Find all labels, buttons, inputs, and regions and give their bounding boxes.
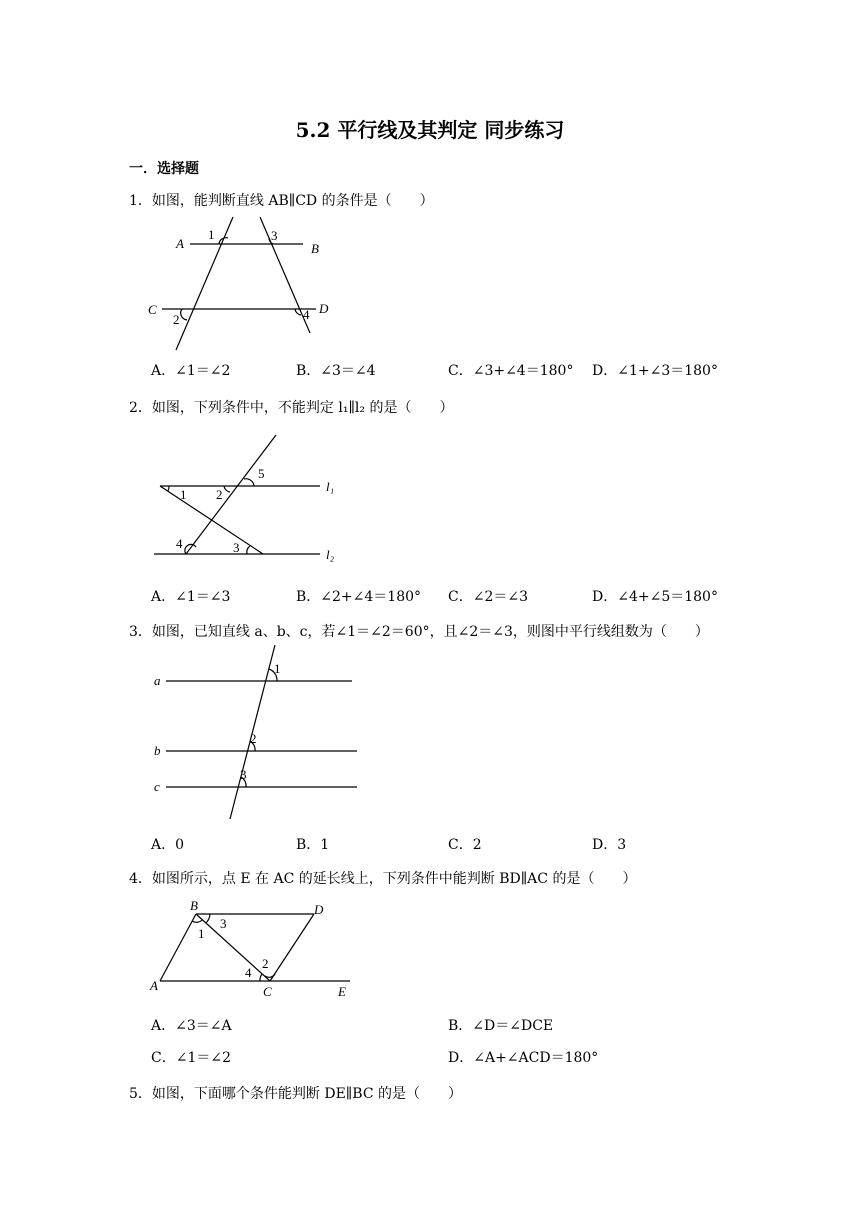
q3-option-a[interactable]: A．0 xyxy=(151,837,185,853)
label-point-e: E xyxy=(338,984,346,999)
label-angle-4: 4 xyxy=(303,307,310,322)
q1-option-c[interactable]: C．∠3+∠4＝180° xyxy=(448,363,574,379)
q4-option-b[interactable]: B．∠D＝∠DCE xyxy=(448,1018,554,1034)
label-angle-3: 3 xyxy=(240,767,247,782)
angle-arc-2 xyxy=(181,309,187,320)
q1-option-a[interactable]: A．∠1＝∠2 xyxy=(151,363,231,379)
label-line-c: c xyxy=(154,779,160,794)
label-angle-2: 2 xyxy=(250,731,257,746)
label-angle-1: 1 xyxy=(208,227,215,242)
q4-option-a[interactable]: A．∠3＝∠A xyxy=(151,1018,232,1034)
label-line-b: b xyxy=(154,743,161,758)
label-point-d: D xyxy=(314,902,324,917)
q2-option-d[interactable]: D．∠4+∠5＝180° xyxy=(592,589,718,605)
segment-bc xyxy=(196,914,270,981)
segment-ab xyxy=(160,914,196,981)
label-angle-3: 3 xyxy=(271,228,278,243)
question-3-stem: 3．如图，已知直线 a、b、c，若∠1＝∠2＝60°，且∠2＝∠3，则图中平行线组数为（ ） xyxy=(129,624,709,640)
angle-arc-1 xyxy=(219,238,228,244)
label-line-a: a xyxy=(154,673,161,688)
q2-option-c[interactable]: C．∠2＝∠3 xyxy=(448,589,528,605)
angle-arc-5 xyxy=(244,479,254,486)
label-point-c: C xyxy=(263,984,272,999)
label-point-b: B xyxy=(311,241,319,256)
angle-arc-4 xyxy=(260,974,262,981)
label-point-a: A xyxy=(176,236,184,251)
label-angle-3: 3 xyxy=(220,916,227,931)
question-4-figure xyxy=(144,896,364,1006)
angle-arc-1 xyxy=(168,486,169,491)
label-point-d: D xyxy=(319,301,329,316)
page-title: 5.2 平行线及其判定 同步练习 xyxy=(295,118,565,142)
angle-arc-3 xyxy=(247,546,250,554)
label-angle-4: 4 xyxy=(245,965,252,980)
question-2-stem: 2．如图，下列条件中，不能判定 l₁∥l₂ 的是（ ） xyxy=(129,400,454,416)
angle-arc-2 xyxy=(224,486,230,492)
label-line-l2: l₂ xyxy=(326,547,335,562)
label-angle-2: 2 xyxy=(173,312,180,327)
label-angle-5: 5 xyxy=(258,466,265,481)
segment-cd xyxy=(270,914,314,981)
label-point-a: A xyxy=(150,978,158,993)
q4-option-c[interactable]: C．∠1＝∠2 xyxy=(151,1050,231,1066)
transversal-left xyxy=(176,217,233,350)
question-1-stem: 1．如图，能判断直线 AB∥CD 的条件是（ ） xyxy=(129,193,434,209)
label-point-c: C xyxy=(148,302,157,317)
label-angle-1: 1 xyxy=(274,661,281,676)
angle-arc-2 xyxy=(265,974,275,977)
q1-option-b[interactable]: B．∠3＝∠4 xyxy=(296,363,376,379)
angle-arc-1 xyxy=(192,920,202,922)
q2-option-b[interactable]: B．∠2+∠4＝180° xyxy=(296,589,422,605)
label-angle-1: 1 xyxy=(180,487,187,502)
q3-option-d[interactable]: D．3 xyxy=(592,837,627,853)
transversal-steep xyxy=(186,435,276,554)
section-heading: 一．选择题 xyxy=(129,161,199,177)
label-point-b: B xyxy=(190,898,198,913)
question-3-figure xyxy=(150,643,370,823)
label-angle-3: 3 xyxy=(233,540,240,555)
label-angle-2: 2 xyxy=(216,487,223,502)
question-5-stem: 5．如图，下面哪个条件能判断 DE∥BC 的是（ ） xyxy=(129,1086,462,1102)
q3-option-b[interactable]: B．1 xyxy=(296,837,330,853)
label-angle-2: 2 xyxy=(262,956,269,971)
label-angle-1: 1 xyxy=(198,926,205,941)
question-1-figure xyxy=(140,215,340,355)
q1-option-d[interactable]: D．∠1+∠3＝180° xyxy=(592,363,718,379)
q2-option-a[interactable]: A．∠1＝∠3 xyxy=(151,589,231,605)
question-2-figure xyxy=(150,430,370,570)
label-angle-4: 4 xyxy=(176,536,183,551)
q3-option-c[interactable]: C．2 xyxy=(448,837,482,853)
q4-option-d[interactable]: D．∠A+∠ACD＝180° xyxy=(448,1050,599,1066)
angle-arc-3 xyxy=(206,914,210,923)
label-line-l1: l₁ xyxy=(326,479,335,494)
question-4-stem: 4．如图所示，点 E 在 AC 的延长线上，下列条件中能判断 BD∥AC 的是（ ） xyxy=(129,871,637,887)
